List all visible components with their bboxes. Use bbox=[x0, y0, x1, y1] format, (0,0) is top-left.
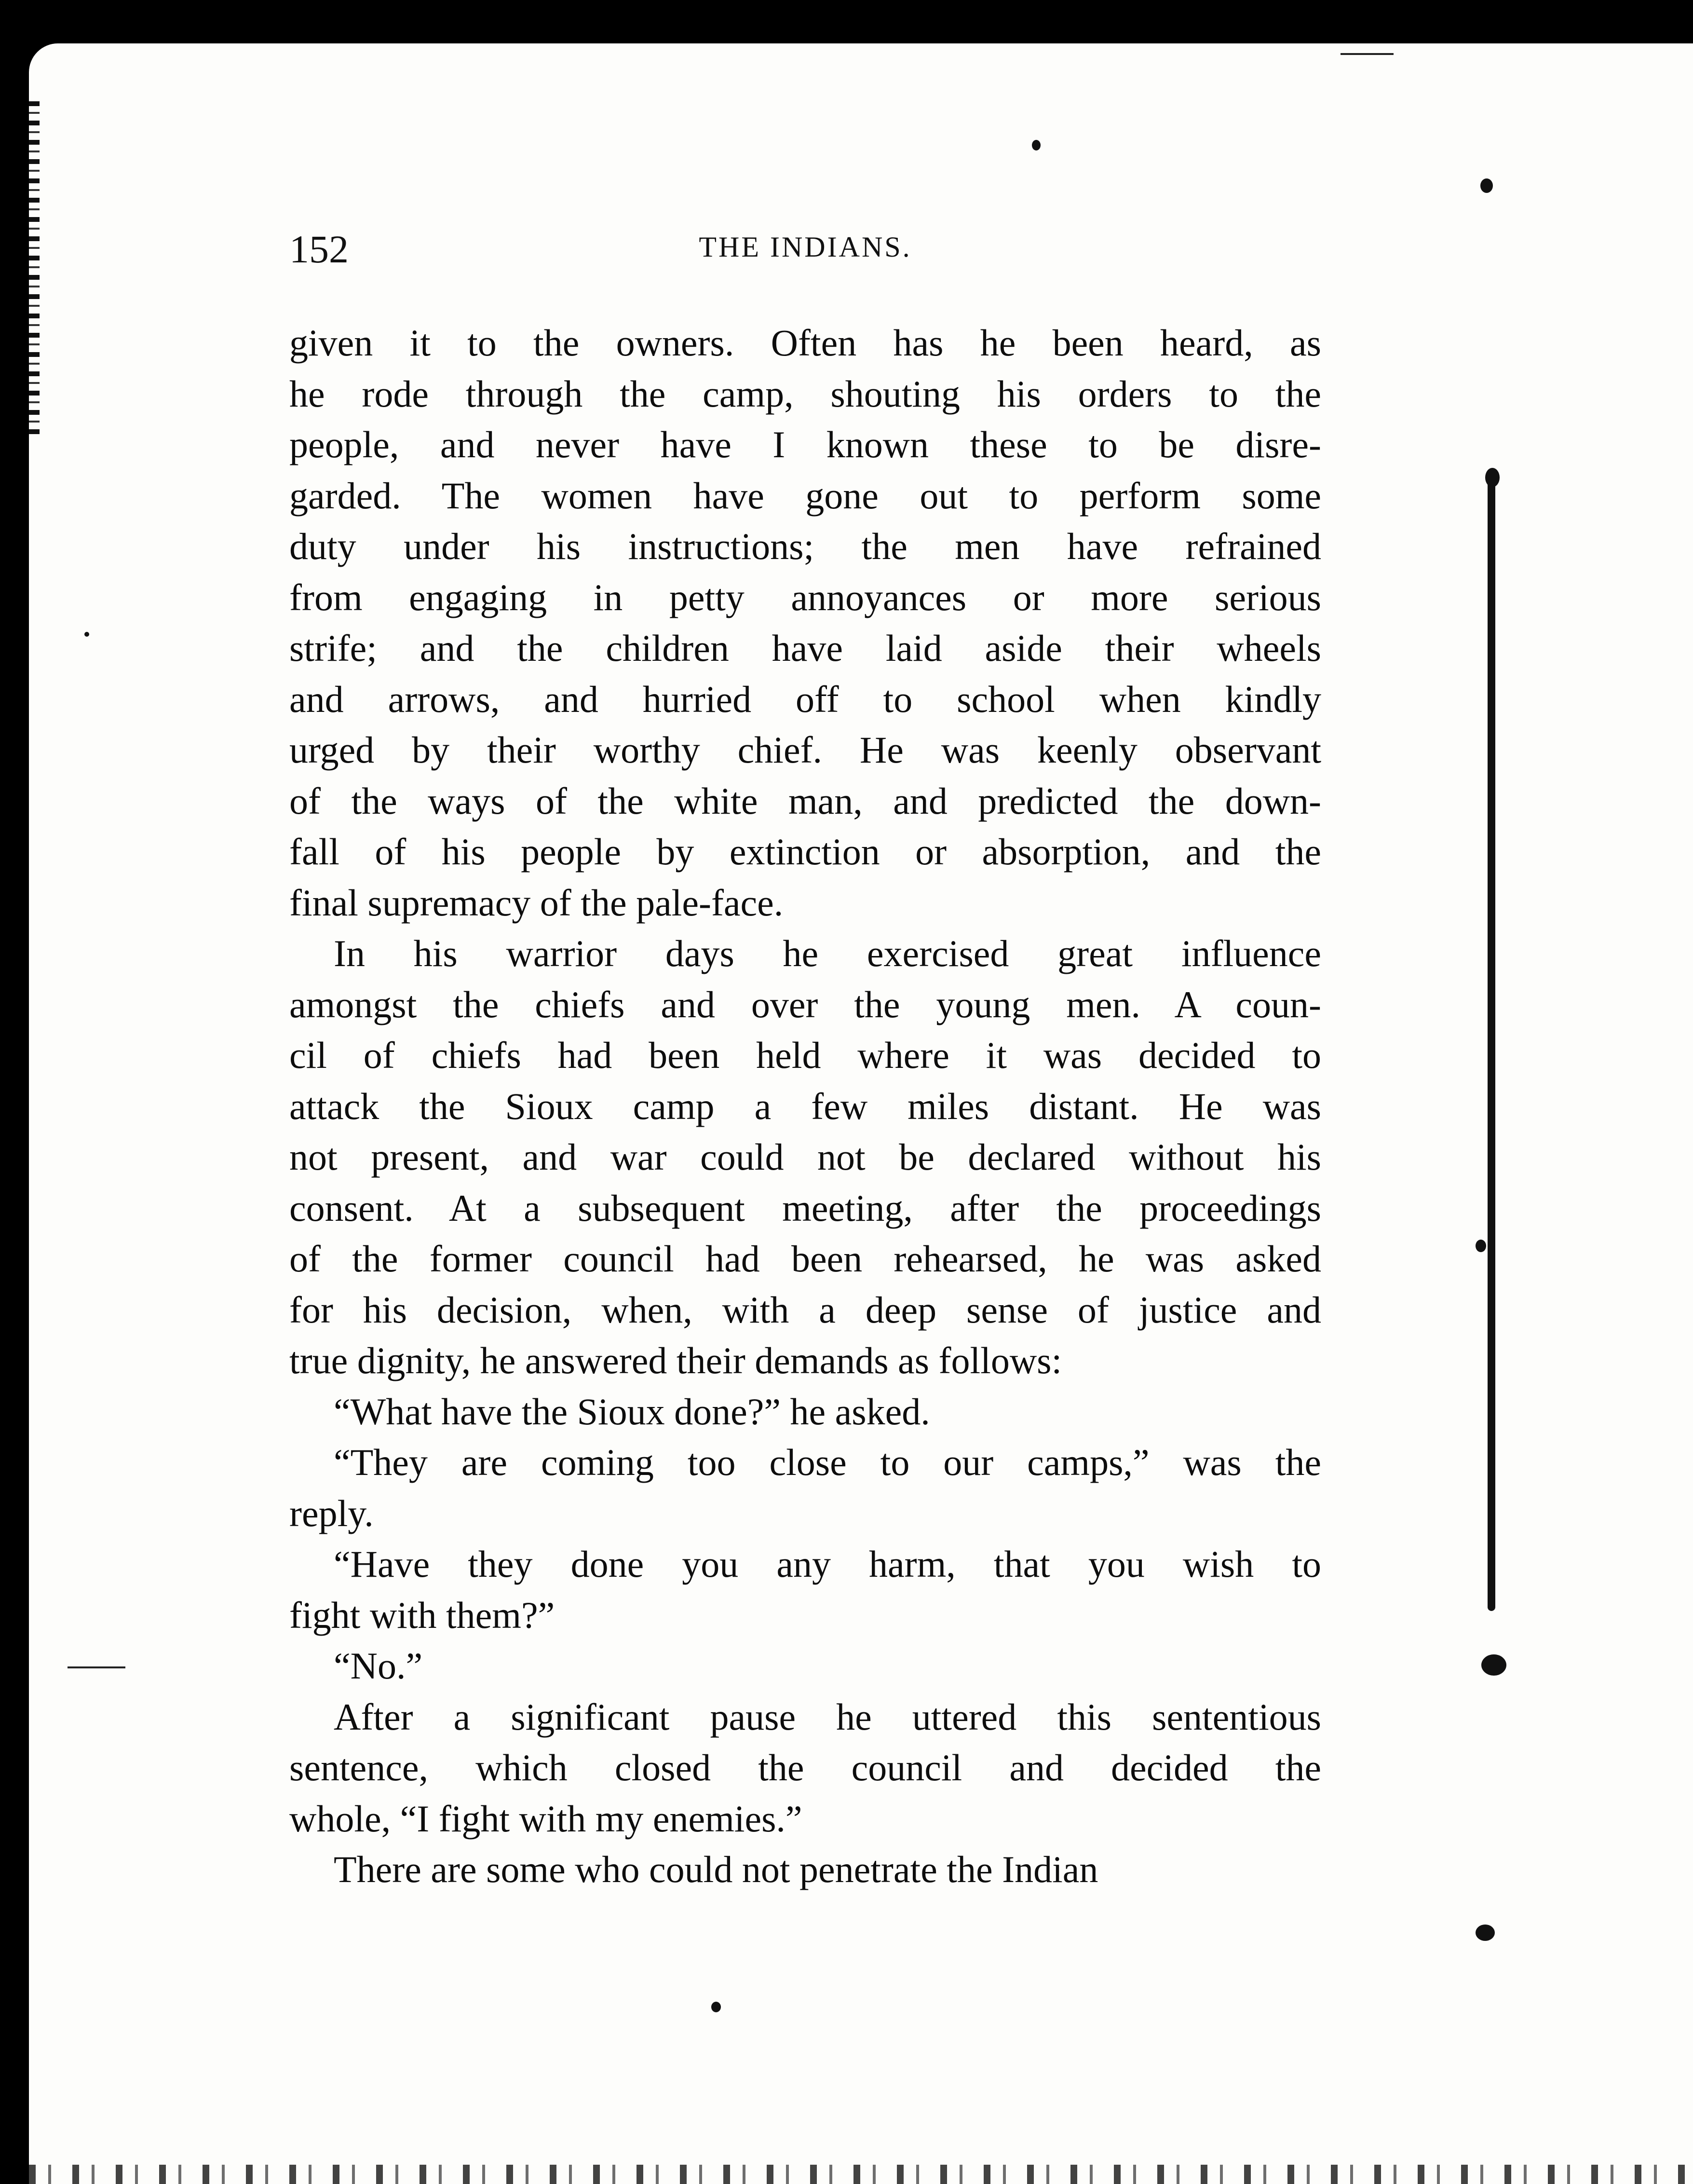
text-line: “No.” bbox=[334, 1645, 423, 1687]
text-line: from engaging in petty annoyances or more serious bbox=[289, 576, 1321, 618]
scan-speck bbox=[84, 632, 89, 637]
bottom-scan-edge bbox=[29, 2165, 1693, 2184]
text-line: In his warrior days he exercised great influence bbox=[334, 932, 1321, 974]
scan-speck bbox=[1032, 140, 1041, 150]
text-line: and arrows, and hurried off to school when kindly bbox=[289, 678, 1321, 720]
text-line: “Have they done you any harm, that you wish to bbox=[334, 1543, 1321, 1585]
body-text bbox=[289, 317, 1321, 1895]
scanned-page bbox=[29, 43, 1693, 2184]
text-line: final supremacy of the pale-face. bbox=[289, 881, 784, 924]
text-line: fight with them?” bbox=[289, 1594, 555, 1636]
text-line: garded. The women have gone out to perform some bbox=[289, 474, 1321, 517]
scan-mark bbox=[1341, 53, 1394, 55]
text-line: attack the Sioux camp a few miles distant. He was bbox=[289, 1085, 1321, 1127]
page-header bbox=[289, 227, 1321, 280]
text-line: After a significant pause he uttered this sententious bbox=[334, 1695, 1321, 1738]
text-line: reply. bbox=[289, 1492, 374, 1534]
text-line: true dignity, he answered their demands as follows: bbox=[289, 1339, 1062, 1381]
text-line: people, and never have I known these to be disre- bbox=[289, 423, 1321, 465]
text-line: not present, and war could not be declared without his bbox=[289, 1136, 1321, 1178]
text-line: There are some who could not penetrate the Indian bbox=[334, 1848, 1098, 1890]
text-line: amongst the chiefs and over the young men. A coun- bbox=[289, 983, 1321, 1025]
text-line: whole, “I fight with my enemies.” bbox=[289, 1797, 802, 1840]
scan-margin-rule bbox=[1488, 478, 1495, 1611]
text-line: duty under his instructions; the men have refrained bbox=[289, 525, 1321, 567]
text-line: for his decision, when, with a deep sense of justice and bbox=[289, 1288, 1321, 1331]
scan-speck bbox=[1480, 178, 1493, 193]
page-number: 152 bbox=[289, 227, 349, 271]
scan-mark bbox=[68, 1666, 125, 1668]
scan-margin-rule-cap bbox=[1481, 1654, 1506, 1676]
text-line: sentence, which closed the council and decided the bbox=[289, 1747, 1321, 1788]
text-line: “What have the Sioux done?” he asked. bbox=[334, 1390, 930, 1433]
scan-speck bbox=[1485, 468, 1500, 487]
text-line: of the former council had been rehearsed, he was asked bbox=[289, 1238, 1321, 1280]
running-head: THE INDIANS. bbox=[699, 231, 912, 263]
text-line: given it to the owners. Often has he been heard, as bbox=[289, 322, 1321, 364]
text-line: he rode through the camp, shouting his orders to the bbox=[289, 372, 1321, 415]
text-line: strife; and the children have laid aside their wheels bbox=[289, 627, 1321, 669]
text-line: consent. At a subsequent meeting, after the proceedings bbox=[289, 1187, 1321, 1229]
scan-speck bbox=[1476, 1240, 1486, 1252]
left-scan-edge bbox=[29, 101, 40, 439]
scan-speck bbox=[711, 2002, 721, 2012]
text-line: urged by their worthy chief. He was keenly observant bbox=[289, 729, 1321, 771]
text-line: “They are coming too close to our camps,” was the bbox=[334, 1441, 1321, 1483]
text-line: cil of chiefs had been held where it was decided to bbox=[289, 1034, 1321, 1076]
text-line: fall of his people by extinction or absorption, and the bbox=[289, 831, 1321, 873]
text-line: of the ways of the white man, and predicted the down- bbox=[289, 779, 1321, 822]
scan-speck bbox=[1476, 1925, 1495, 1941]
